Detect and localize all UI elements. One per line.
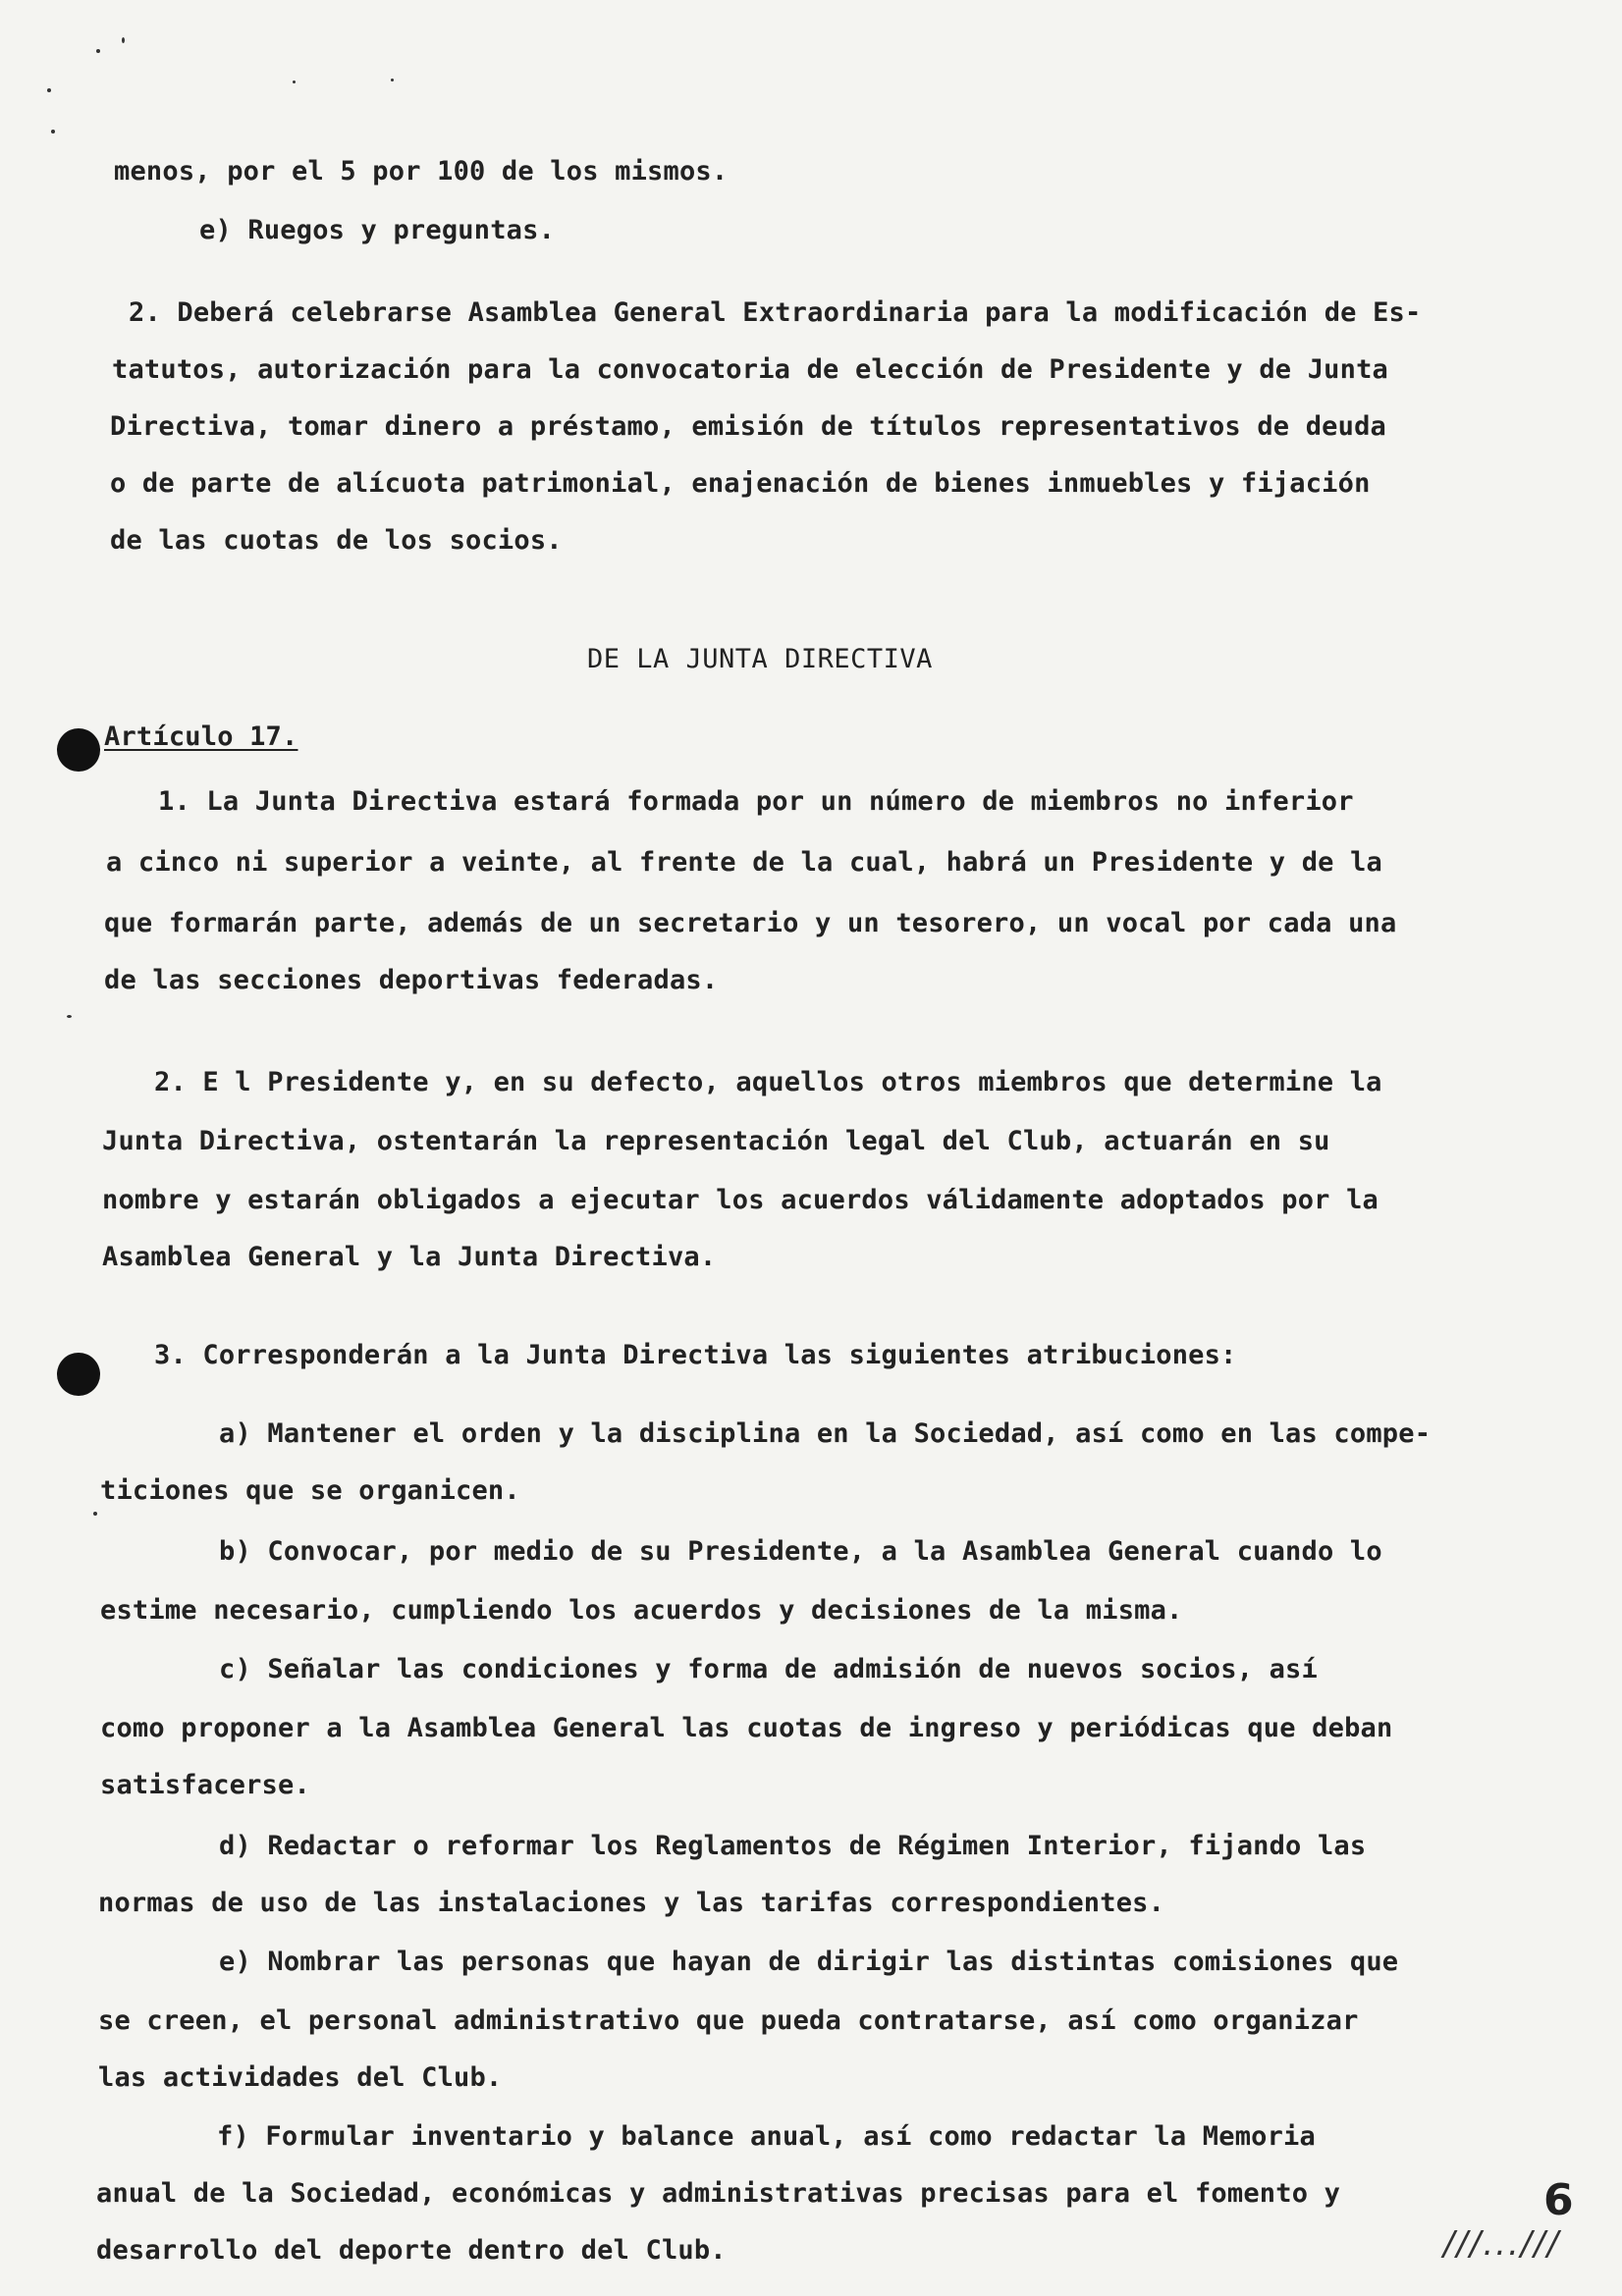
article-17-2-line: Junta Directiva, ostentarán la representación legal del Club, actuarán en su [102,1126,1330,1156]
article-17-2-line: 2. E l Presidente y, en su defecto, aquellos otros miembros que determine la [154,1067,1382,1097]
scan-speck [122,37,125,43]
paragraph-2-line: de las cuotas de los socios. [110,525,563,556]
article-17-2-line: Asamblea General y la Junta Directiva. [102,1242,717,1272]
article-17-3-line: 3. Corresponderán a la Junta Directiva las siguientes atribuciones: [154,1340,1237,1370]
attribution-c-line: satisfacerse. [100,1770,310,1800]
text-line: menos, por el 5 por 100 de los mismos. [114,156,729,187]
attribution-a-line: ticiones que se organicen. [100,1475,520,1506]
attribution-f-line: f) Formular inventario y balance anual, así como redactar la Memoria [217,2121,1316,2152]
attribution-d-line: d) Redactar o reformar los Reglamentos de Régimen Interior, fijando las [219,1831,1367,1861]
paragraph-2-line: 2. Deberá celebrarse Asamblea General Extraordinaria para la modificación de Es- [129,297,1422,328]
article-17-2-line: nombre y estarán obligados a ejecutar los acuerdos válidamente adoptados por la [102,1185,1379,1215]
attribution-a-line: a) Mantener el orden y la disciplina en la Sociedad, así como en las compe- [219,1418,1432,1449]
section-heading: DE LA JUNTA DIRECTIVA [587,644,933,674]
scan-speck [67,1015,72,1018]
attribution-e-line: se creen, el personal administrativo que pueda contratarse, así como organizar [98,2005,1359,2036]
punch-hole-bottom [57,1353,100,1396]
attribution-b-line: estime necesario, cumpliendo los acuerdos y decisiones de la misma. [100,1595,1183,1626]
paragraph-2-line: tatutos, autorización para la convocatoria de elección de Presidente y de Junta [112,354,1388,385]
article-title: Artículo 17. [104,721,298,752]
article-17-1-line: a cinco ni superior a veinte, al frente de la cual, habrá un Presidente y de la [106,847,1382,878]
attribution-d-line: normas de uso de las instalaciones y las tarifas correspondientes. [98,1888,1165,1918]
attribution-f-line: anual de la Sociedad, económicas y administrativas precisas para el fomento y [96,2178,1341,2209]
scan-speck [47,88,51,92]
scan-speck [293,80,296,83]
attribution-e-line: las actividades del Club. [98,2062,503,2093]
attribution-f-line: desarrollo del deporte dentro del Club. [96,2235,727,2266]
list-item-e: e) Ruegos y preguntas. [199,215,556,245]
article-17-1-line: de las secciones deportivas federadas. [104,965,719,995]
scan-speck [391,79,394,81]
attribution-b-line: b) Convocar, por medio de su Presidente, a la Asamblea General cuando lo [219,1536,1382,1567]
scan-speck [51,130,55,133]
article-17-1-line: 1. La Junta Directiva estará formada por un número de miembros no inferior [158,786,1354,817]
scan-speck [96,49,100,53]
punch-hole-top [57,728,100,772]
attribution-c-line: como proponer a la Asamblea General las cuotas de ingreso y periódicas que deban [100,1713,1393,1743]
page-number: 6 [1543,2175,1574,2225]
attribution-c-line: c) Señalar las condiciones y forma de admisión de nuevos socios, así [219,1654,1318,1684]
paragraph-2-line: o de parte de alícuota patrimonial, enajenación de bienes inmuebles y fijación [110,468,1371,499]
continuation-mark: ///.../// [1443,2224,1561,2264]
scan-speck [93,1512,97,1516]
attribution-e-line: e) Nombrar las personas que hayan de dirigir las distintas comisiones que [219,1947,1399,1977]
paragraph-2-line: Directiva, tomar dinero a préstamo, emisión de títulos representativos de deuda [110,411,1386,442]
article-17-1-line: que formarán parte, además de un secretario y un tesorero, un vocal por cada una [104,908,1397,938]
